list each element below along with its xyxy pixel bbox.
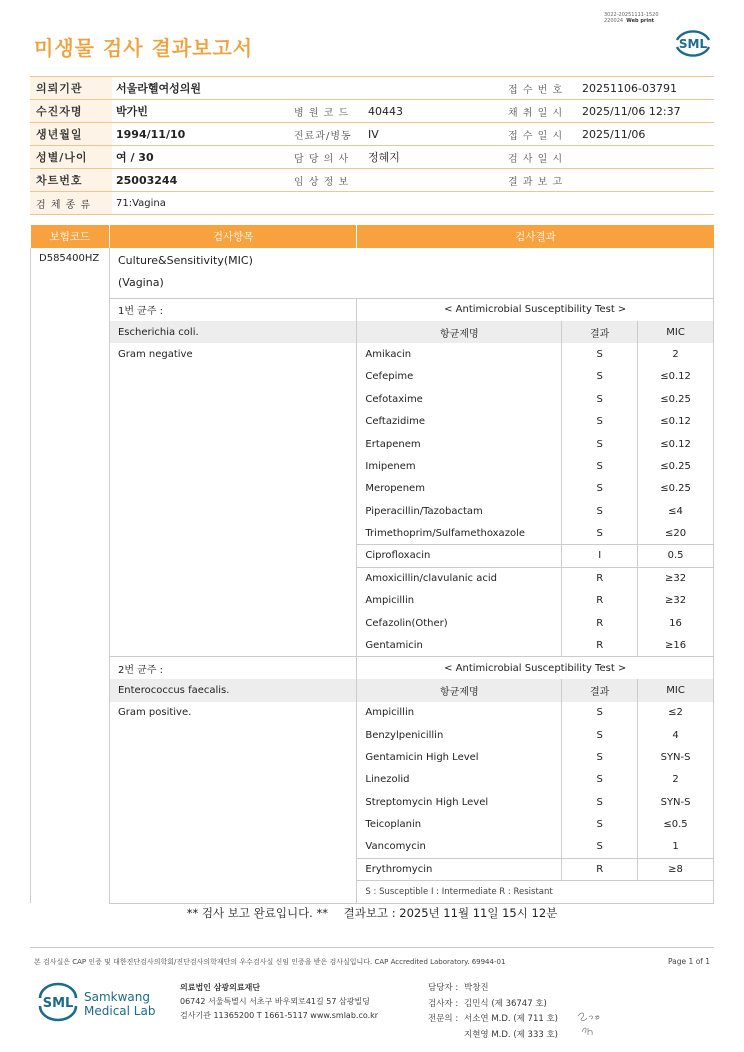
antibiotic-result: S <box>562 500 638 522</box>
organism-gram: Gram negative <box>109 343 356 365</box>
antibiotic-name: Ampicillin <box>357 702 562 724</box>
info-value <box>578 146 714 169</box>
info-row <box>30 146 714 169</box>
test-name <box>109 248 713 299</box>
col-header-mic: MIC <box>638 321 714 343</box>
antibiotic-result: S <box>562 478 638 500</box>
info-label: 접 수 번 호 <box>496 77 578 100</box>
antibiotic-name: Teicoplanin <box>357 813 562 835</box>
col-header-antibiotic: 항균제명 <box>357 321 562 343</box>
organism-spacer <box>109 545 356 567</box>
organism-spacer <box>109 746 356 768</box>
foundation-address: 06742 서울특별시 서초구 바우뫼로41길 57 삼광빌딩 <box>180 997 370 1006</box>
organism-label: 1번 균주 : <box>109 299 356 321</box>
antibiotic-result: R <box>562 612 638 634</box>
organism-gram: Gram positive. <box>109 702 356 724</box>
result-row <box>31 724 714 746</box>
antibiotic-result: I <box>562 545 638 567</box>
organism-spacer <box>109 791 356 813</box>
info-value: 서울라헬여성의원 <box>112 77 496 100</box>
antibiotic-result: S <box>562 343 638 365</box>
info-label: 수진자명 <box>30 100 112 123</box>
info-value: IV <box>364 123 496 146</box>
sml-logo-icon <box>672 26 714 60</box>
info-row <box>30 77 714 100</box>
result-row <box>31 410 714 432</box>
sml-footer-logo-icon <box>36 982 80 1022</box>
staff-row <box>428 997 558 1013</box>
info-value: 정혜지 <box>364 146 496 169</box>
antibiotic-result: S <box>562 455 638 477</box>
info-value: 25003244 <box>112 169 282 192</box>
antibiotic-name: Ceftazidime <box>357 410 562 432</box>
antibiotic-name: Vancomycin <box>357 836 562 858</box>
staff-name: 서소연 M.D. (제 711 호) <box>464 1014 559 1024</box>
web-print-label: Web print <box>626 18 655 24</box>
antibiotic-mic: ≤4 <box>638 500 714 522</box>
company-name <box>84 990 155 1018</box>
ast-title: < Antimicrobial Susceptibility Test > <box>357 657 714 679</box>
organism-spacer <box>109 522 356 544</box>
result-row <box>31 366 714 388</box>
info-label: 임 상 정 보 <box>282 169 364 192</box>
organism-spacer <box>109 410 356 432</box>
insurance-code: D585400HZ <box>31 248 110 903</box>
antibiotic-name: Meropenem <box>357 478 562 500</box>
antibiotic-name: Cefazolin(Other) <box>357 612 562 634</box>
info-value <box>578 169 714 192</box>
antibiotic-name: Linezolid <box>357 769 562 791</box>
organism-spacer <box>109 500 356 522</box>
organism-spacer <box>109 612 356 634</box>
page-number: Page 1 of 1 <box>668 957 711 966</box>
result-row <box>31 248 714 299</box>
antibiotic-mic: ≤0.12 <box>638 366 714 388</box>
antibiotic-result: S <box>562 836 638 858</box>
result-row <box>31 590 714 612</box>
document-code-line2: 220024 Web print <box>604 18 655 24</box>
result-row <box>31 433 714 455</box>
result-row <box>31 836 714 858</box>
antibiotic-name: Trimethoprim/Sulfamethoxazole <box>357 522 562 544</box>
company-line1: Samkwang <box>84 990 150 1004</box>
foundation-info <box>180 981 378 1023</box>
header-test-item: 검사항목 <box>109 225 356 248</box>
info-label: 담 당 의 사 <box>282 146 364 169</box>
antibiotic-mic: ≤2 <box>638 702 714 724</box>
results-table <box>30 225 714 904</box>
staff-row <box>428 1012 558 1028</box>
result-row <box>31 225 714 248</box>
antibiotic-mic: ≥16 <box>638 634 714 656</box>
info-row <box>30 100 714 123</box>
antibiotic-mic: ≤0.12 <box>638 410 714 432</box>
info-label: 접 수 일 시 <box>496 123 578 146</box>
result-row <box>31 813 714 835</box>
antibiotic-mic: ≤0.5 <box>638 813 714 835</box>
result-row <box>31 455 714 477</box>
result-row <box>31 791 714 813</box>
result-row <box>31 567 714 589</box>
organism-spacer <box>109 388 356 410</box>
antibiotic-mic: 4 <box>638 724 714 746</box>
result-row <box>31 881 714 903</box>
results-table-body <box>31 225 714 903</box>
organism-spacer <box>109 836 356 858</box>
document-code-line1: 3022-20251111-1520 <box>604 12 659 18</box>
antibiotic-name: Streptomycin High Level <box>357 791 562 813</box>
result-row <box>31 746 714 768</box>
specimen-label: 검 체 종 류 <box>30 192 112 215</box>
organism-spacer <box>109 634 356 656</box>
info-label: 병 원 코 드 <box>282 100 364 123</box>
organism-name: Enterococcus faecalis. <box>109 679 356 701</box>
staff-role: 전문의 : <box>428 1014 459 1024</box>
result-row <box>31 634 714 656</box>
result-row <box>31 522 714 544</box>
info-row <box>30 123 714 146</box>
staff-name: 지현영 M.D. (제 333 호) <box>464 1029 559 1040</box>
header-test-result: 검사결과 <box>357 225 714 248</box>
header-insurance-code: 보험코드 <box>31 225 110 248</box>
specimen-value: 71:Vagina <box>112 192 714 215</box>
antibiotic-name: Gentamicin High Level <box>357 746 562 768</box>
staff-row <box>428 1028 558 1044</box>
antibiotic-mic: ≤0.25 <box>638 478 714 500</box>
info-label: 검 사 일 시 <box>496 146 578 169</box>
sml-footer-logo-text: SML <box>42 996 74 1011</box>
organism-spacer <box>109 881 356 903</box>
page-title: 미생물 검사 결과보고서 <box>34 36 254 60</box>
result-legend: S : Susceptible I : Intermediate R : Resistant <box>357 881 714 903</box>
info-label: 차트번호 <box>30 169 112 192</box>
patient-info-table <box>30 76 714 215</box>
info-label: 결 과 보 고 <box>496 169 578 192</box>
antibiotic-result: S <box>562 388 638 410</box>
result-row <box>31 657 714 679</box>
antibiotic-mic: 0.5 <box>638 545 714 567</box>
organism-spacer <box>109 366 356 388</box>
info-value: 박가빈 <box>112 100 282 123</box>
info-label: 생년월일 <box>30 123 112 146</box>
antibiotic-mic: ≤0.25 <box>638 455 714 477</box>
info-value: 40443 <box>364 100 496 123</box>
result-row <box>31 478 714 500</box>
sml-logo-text: SML <box>678 37 708 51</box>
report-completion <box>0 905 744 921</box>
antibiotic-result: S <box>562 522 638 544</box>
ast-title: < Antimicrobial Susceptibility Test > <box>357 299 714 321</box>
organism-spacer <box>109 769 356 791</box>
result-row <box>31 702 714 724</box>
result-row <box>31 500 714 522</box>
antibiotic-result: R <box>562 634 638 656</box>
result-row <box>31 545 714 567</box>
antibiotic-result: S <box>562 813 638 835</box>
antibiotic-result: S <box>562 791 638 813</box>
result-row <box>31 612 714 634</box>
organism-spacer <box>109 478 356 500</box>
antibiotic-result: R <box>562 590 638 612</box>
info-value: 2025/11/06 <box>578 123 714 146</box>
staff-name: 김민식 (제 36747 호) <box>464 998 547 1009</box>
organism-label: 2번 균주 : <box>109 657 356 679</box>
antibiotic-result: S <box>562 366 638 388</box>
antibiotic-name: Imipenem <box>357 455 562 477</box>
antibiotic-name: Cefotaxime <box>357 388 562 410</box>
company-line2: Medical Lab <box>84 1004 156 1018</box>
organism-spacer <box>109 590 356 612</box>
organism-spacer <box>109 433 356 455</box>
antibiotic-name: Amoxicillin/clavulanic acid <box>357 567 562 589</box>
antibiotic-name: Amikacin <box>357 343 562 365</box>
antibiotic-name: Cefepime <box>357 366 562 388</box>
result-row <box>31 321 714 343</box>
test-name-text: Culture&Sensitivity(MIC) <box>117 254 253 267</box>
organism-spacer <box>109 567 356 589</box>
antibiotic-result: R <box>562 858 638 880</box>
foundation-name: 의료법인 삼광의료재단 <box>180 983 261 992</box>
info-value <box>364 169 496 192</box>
antibiotic-result: S <box>562 724 638 746</box>
organism-spacer <box>109 813 356 835</box>
info-row <box>30 192 714 215</box>
info-label: 채 취 일 시 <box>496 100 578 123</box>
result-row <box>31 343 714 365</box>
antibiotic-mic: 1 <box>638 836 714 858</box>
antibiotic-result: S <box>562 746 638 768</box>
footer-divider <box>30 947 714 948</box>
test-specimen-text: (Vagina) <box>117 276 164 289</box>
staff-role: 담당자 : <box>428 983 459 993</box>
antibiotic-name: Ertapenem <box>357 433 562 455</box>
col-header-result: 결과 <box>562 679 638 701</box>
antibiotic-mic: 2 <box>638 343 714 365</box>
antibiotic-mic: 2 <box>638 769 714 791</box>
document-code <box>604 12 659 24</box>
staff-list <box>428 981 558 1043</box>
info-label: 의뢰기관 <box>30 77 112 100</box>
col-header-antibiotic: 항균제명 <box>357 679 562 701</box>
antibiotic-result: R <box>562 567 638 589</box>
antibiotic-mic: ≥32 <box>638 590 714 612</box>
staff-role: 검사자 : <box>428 998 459 1009</box>
info-value: 20251106-03791 <box>578 77 714 100</box>
result-row <box>31 858 714 880</box>
antibiotic-result: S <box>562 702 638 724</box>
staff-name: 박창진 <box>464 983 489 993</box>
antibiotic-name: Gentamicin <box>357 634 562 656</box>
antibiotic-result: S <box>562 410 638 432</box>
info-row <box>30 169 714 192</box>
antibiotic-mic: ≤20 <box>638 522 714 544</box>
antibiotic-name: Piperacillin/Tazobactam <box>357 500 562 522</box>
col-header-result: 결과 <box>562 321 638 343</box>
antibiotic-mic: SYN-S <box>638 746 714 768</box>
antibiotic-mic: ≤0.25 <box>638 388 714 410</box>
organism-name: Escherichia coli. <box>109 321 356 343</box>
info-value: 1994/11/10 <box>112 123 282 146</box>
info-label: 성별/나이 <box>30 146 112 169</box>
antibiotic-result: S <box>562 769 638 791</box>
col-header-mic: MIC <box>638 679 714 701</box>
antibiotic-mic: ≤0.12 <box>638 433 714 455</box>
antibiotic-mic: ≥32 <box>638 567 714 589</box>
foundation-contact: 검사기관 11365200 T 1661-5117 www.smlab.co.kr <box>180 1011 379 1020</box>
info-value: 2025/11/06 12:37 <box>578 100 714 123</box>
organism-spacer <box>109 724 356 746</box>
antibiotic-mic: SYN-S <box>638 791 714 813</box>
organism-spacer <box>109 858 356 880</box>
result-row <box>31 388 714 410</box>
report-time: 결과보고 : 2025년 11월 11일 15시 12분 <box>343 906 558 920</box>
antibiotic-name: Ampicillin <box>357 590 562 612</box>
antibiotic-name: Benzylpenicillin <box>357 724 562 746</box>
organism-spacer <box>109 455 356 477</box>
accreditation-note: 본 검사실은 CAP 인증 및 대한진단검사의학회/진단검사의학재단의 우수검사실 신임 인증을 받은 검사실입니다. CAP Accredited Laboratory. 69944-01 <box>34 958 506 966</box>
completion-text: ** 검사 보고 완료입니다. ** <box>186 906 328 920</box>
antibiotic-name: Erythromycin <box>357 858 562 880</box>
antibiotic-mic: ≥8 <box>638 858 714 880</box>
result-row <box>31 299 714 321</box>
info-value: 여 / 30 <box>112 146 282 169</box>
antibiotic-result: S <box>562 433 638 455</box>
result-row <box>31 769 714 791</box>
antibiotic-mic: 16 <box>638 612 714 634</box>
staff-row <box>428 981 558 997</box>
info-label: 진료과/병동 <box>282 123 364 146</box>
signature-icon <box>574 1008 610 1038</box>
antibiotic-name: Ciprofloxacin <box>357 545 562 567</box>
result-row <box>31 679 714 701</box>
